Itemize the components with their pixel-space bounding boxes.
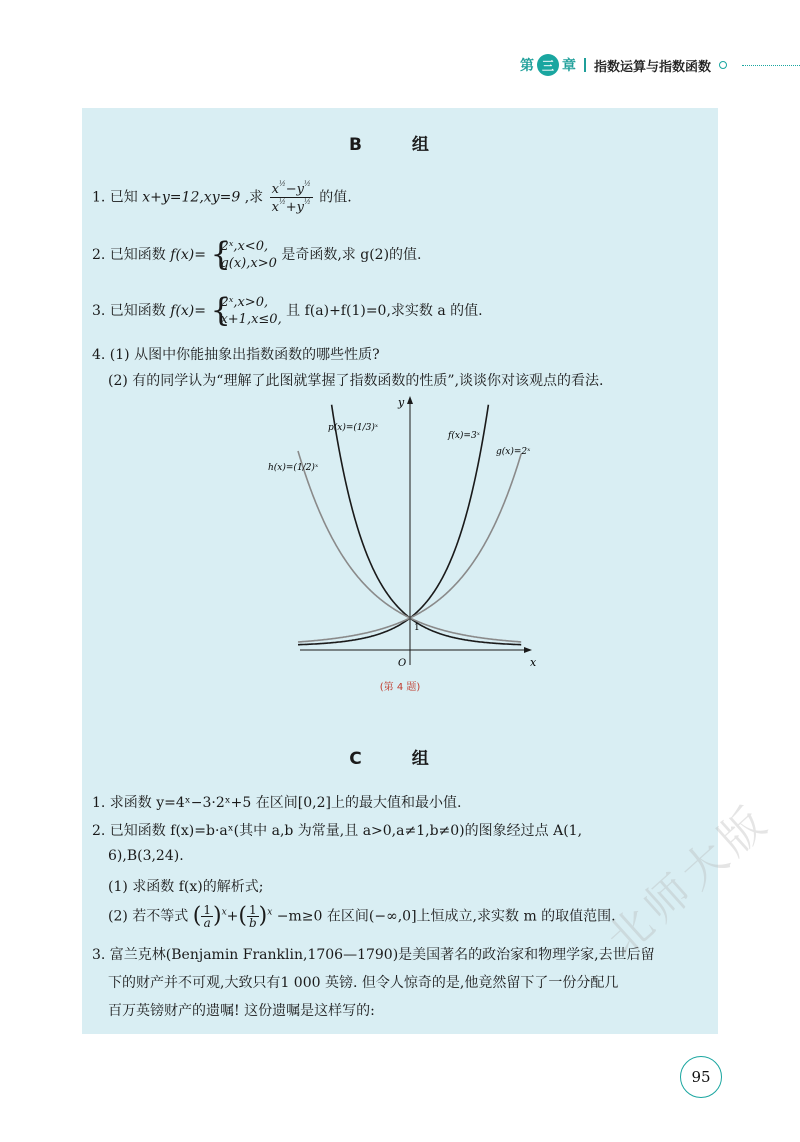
- problem-c2-line2: 6),B(3,24).: [108, 848, 184, 864]
- header-dot-icon: [719, 61, 727, 69]
- problem-c2-part1: (1) 求函数 f(x)的解析式;: [108, 879, 264, 895]
- watermark: 北师大版: [597, 794, 781, 967]
- b1-fraction: $\frac{x^{\frac{1}{2}}-y^{\frac{1}{2}}}{x^{\frac{1}{2}}+y^{\frac{1}{2}}}$: [271, 180, 311, 215]
- b1-condition: x+y=12,xy=9: [142, 189, 241, 206]
- y-axis-label: y: [398, 396, 405, 409]
- label-g: g(x)=2ˣ: [496, 447, 531, 457]
- b1-suffix: 的值.: [319, 189, 352, 206]
- c2-part2-suffix: −m≥0 在区间(−∞,0]上恒成立,求实数 m 的取值范围.: [276, 908, 616, 925]
- group-b-title: B 组: [349, 135, 451, 155]
- b2-piecewise: { 2ˣ,x<0, g(x),x>0: [210, 235, 277, 273]
- b1-mid: ,求: [244, 189, 264, 206]
- c2-power-a: ( $\frac{1}{a}$ ): [192, 903, 222, 930]
- b3-fx: f(x)=: [170, 303, 206, 319]
- page-number: 95: [680, 1056, 722, 1098]
- label-h: h(x)=(1/2)ˣ: [268, 463, 319, 473]
- chapter-number-badge: 三: [537, 54, 559, 76]
- problem-c3-line2: 下的财产并不可观,大致只有1 000 英镑. 但令人惊奇的是,他竟然留下了一份分配几: [108, 975, 619, 991]
- b1-prefix: 1. 已知: [92, 189, 138, 206]
- b2-suffix: 是奇函数,求 g(2)的值.: [281, 247, 422, 263]
- label-f: f(x)=3ˣ: [448, 431, 480, 441]
- b2-row2: g(x),x>0: [220, 256, 277, 271]
- problem-b3: [92, 291, 483, 329]
- group-c-title: C 组: [349, 749, 451, 769]
- chapter-title: 指数运算与指数函数: [594, 59, 712, 75]
- x-axis-arrow-icon: [524, 647, 532, 653]
- c2-power-b: ( $\frac{1}{b}$ ): [238, 903, 268, 930]
- problem-b4-1: 4. (1) 从图中你能抽象出指数函数的哪些性质?: [92, 347, 380, 363]
- b3-row1: 2ˣ,x>0,: [220, 295, 269, 310]
- b3-row2: x+1,x≤0,: [220, 312, 282, 327]
- b2-prefix: 2. 已知函数: [92, 247, 171, 263]
- header-dotted-line: [742, 65, 800, 66]
- b2-fx: f(x)=: [170, 247, 206, 263]
- origin-label: O: [398, 658, 407, 669]
- b3-prefix: 3. 已知函数: [92, 303, 171, 319]
- figure-caption: (第 4 题): [379, 682, 421, 693]
- point-one-label: 1: [414, 623, 420, 633]
- b2-row1: 2ˣ,x<0,: [220, 239, 269, 254]
- exponential-chart: [260, 390, 550, 680]
- chapter-suffix: 章: [562, 58, 576, 74]
- problem-c1: 1. 求函数 y=4ˣ−3·2ˣ+5 在区间[0,2]上的最大值和最小值.: [92, 795, 462, 811]
- b3-piecewise: { 2ˣ,x>0, x+1,x≤0,: [210, 291, 282, 329]
- problem-c3-line1: 3. 富兰克林(Benjamin Franklin,1706—1790)是美国著名的政治家和物理学家,去世后留: [92, 947, 655, 963]
- problem-b1: [92, 180, 352, 215]
- problem-c2-line1: 2. 已知函数 f(x)=b·aˣ(其中 a,b 为常量,且 a>0,a≠1,b≠0)的图象经过点 A(1,: [92, 823, 583, 839]
- x-axis-label: x: [530, 656, 537, 669]
- b3-suffix: 且 f(a)+f(1)=0,求实数 a 的值.: [286, 303, 483, 319]
- chapter-prefix: 第: [520, 58, 534, 74]
- problem-b2: [92, 235, 422, 273]
- c2-part2-prefix: (2) 若不等式: [108, 908, 189, 925]
- problem-c2-part2: (2) 若不等式 ( $\frac{1}{a}$ )$^x$+( $\frac{1}{b}$ )$^x$ −m≥0 在区间(−∞,0]上恒成立,求实数 m 的取值范围.: [108, 903, 616, 930]
- label-p: p(x)=(1/3)ˣ: [328, 423, 379, 433]
- chapter-header: [520, 52, 727, 78]
- y-axis-arrow-icon: [407, 396, 413, 404]
- problem-c3-line3: 百万英镑财产的遗嘱! 这份遗嘱是这样写的:: [108, 1003, 375, 1019]
- header-divider: [584, 58, 586, 72]
- problem-b4-2: (2) 有的同学认为“理解了此图就掌握了指数函数的性质”,谈谈你对该观点的看法.: [108, 373, 604, 389]
